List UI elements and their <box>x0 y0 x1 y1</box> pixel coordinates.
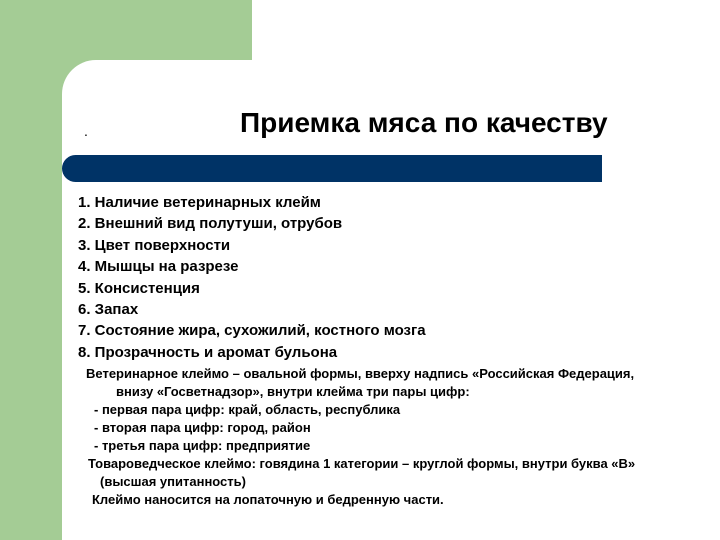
commodity-stamp-line: Товароведческое клеймо: говядина 1 категории – круглой формы, внутри буква «В» <box>88 456 636 471</box>
title-underline-bar <box>62 155 602 182</box>
digit-pair-line: - первая пара цифр: край, область, республика <box>94 402 401 417</box>
vet-stamp-line: Ветеринарное клеймо – овальной формы, вверху надпись «Российская Федерация, <box>86 366 635 381</box>
digit-pair-line: - вторая пара цифр: город, район <box>94 420 311 435</box>
digit-pair-line: - третья пара цифр: предприятие <box>94 438 311 453</box>
quality-criteria-list <box>78 192 426 363</box>
stamp-notes <box>86 365 696 509</box>
criteria-item: 6. Запах <box>78 301 139 319</box>
title-bullet-marker: . <box>84 123 88 139</box>
stamp-placement-line: Клеймо наносится на лопаточную и бедренную части. <box>92 492 444 507</box>
vet-stamp-line: внизу «Госветнадзор», внутри клейма три пары цифр: <box>116 384 470 399</box>
commodity-stamp-line: (высшая упитанность) <box>100 474 246 489</box>
criteria-item: 2. Внешний вид полутуши, отрубов <box>78 215 343 233</box>
criteria-item: 7. Состояние жира, сухожилий, костного мозга <box>78 322 426 340</box>
criteria-item: 3. Цвет поверхности <box>78 236 231 254</box>
slide-title: Приемка мяса по качеству <box>240 107 608 138</box>
criteria-item: 1. Наличие ветеринарных клейм <box>78 194 321 211</box>
criteria-item: 8. Прозрачность и аромат бульона <box>78 343 338 361</box>
criteria-item: 5. Консистенция <box>78 279 200 297</box>
criteria-item: 4. Мышцы на разрезе <box>78 258 239 276</box>
